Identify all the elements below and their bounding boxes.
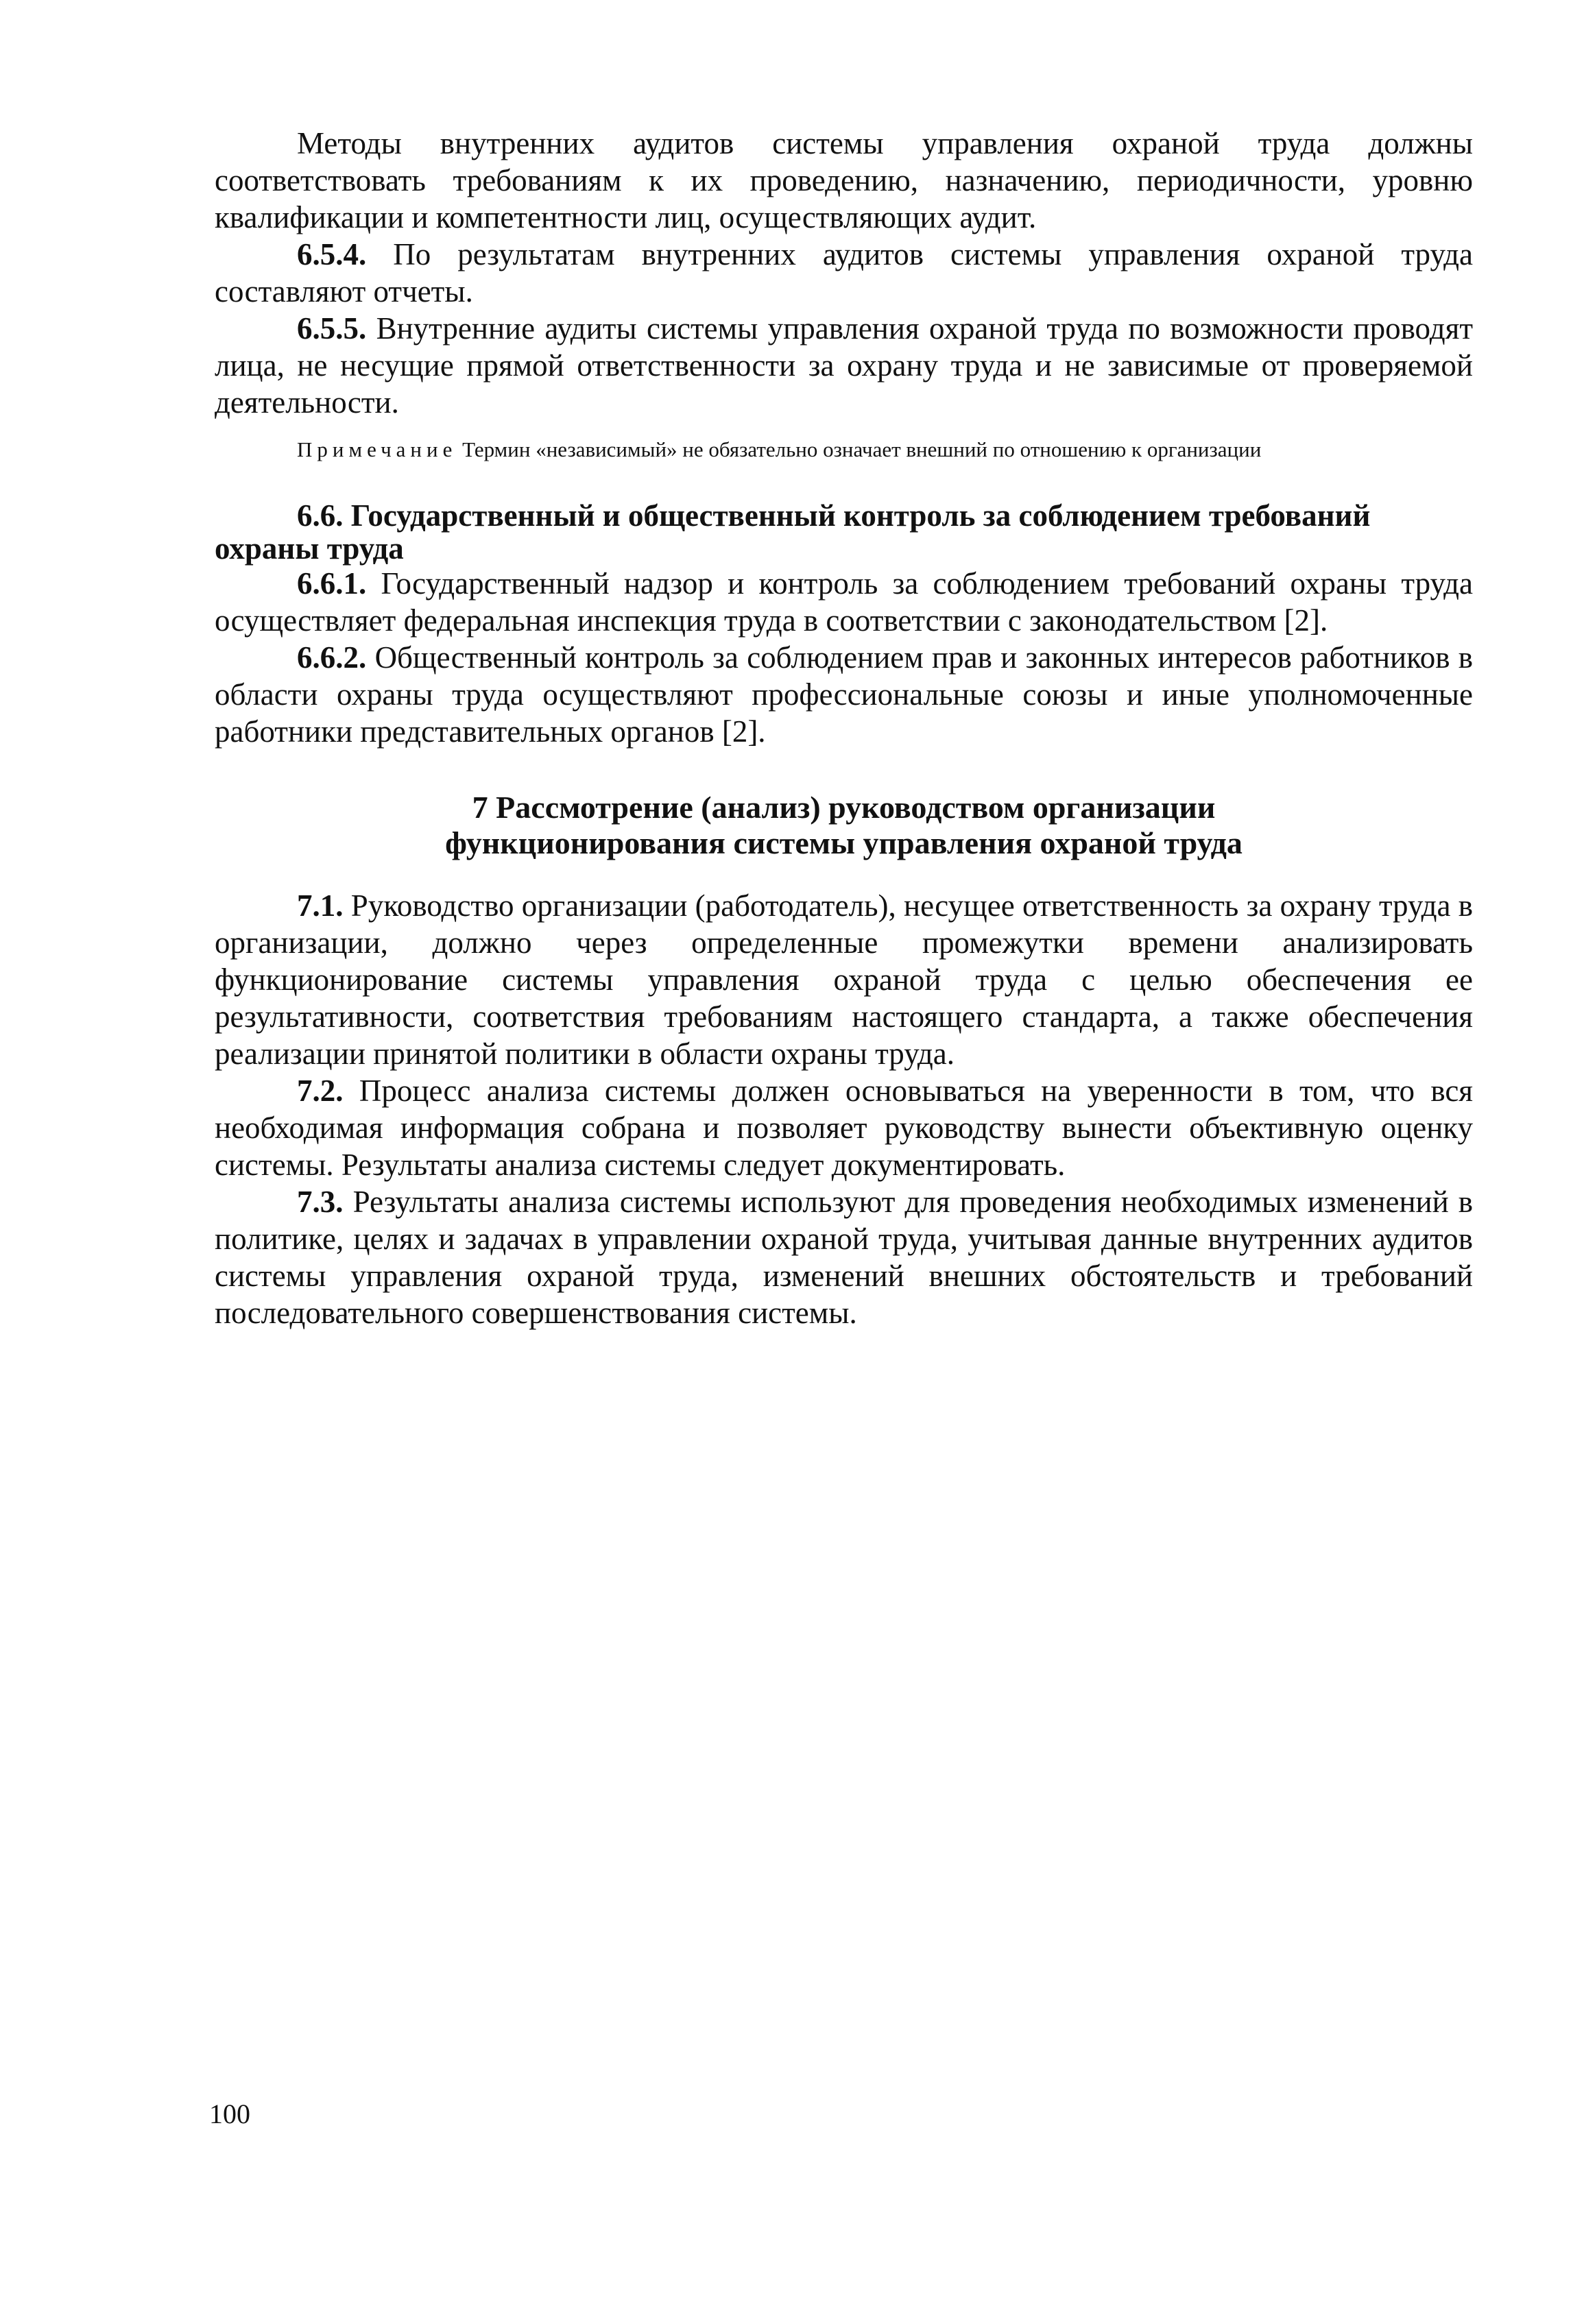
section-heading-line2: функционирования системы управления охраной труда	[445, 825, 1243, 860]
paragraph-6-5-4	[215, 236, 1473, 310]
note-text: Термин «независимый» не обязательно означает внешний по отношению к организации	[462, 437, 1262, 461]
paragraph-text: Руководство организации (работодатель), несущее ответственность за охрану труда в организации, должно через определенные промежутки времени анализировать функционирование системы управления охраной труда с целью обеспечения ее результативности, соответствия требованиям настоящего стандарта, а также обеспечения реализации принятой политики в области охраны труда.	[215, 888, 1474, 1071]
clause-number: 7.2.	[297, 1074, 344, 1108]
paragraph-6-6-1	[215, 565, 1473, 639]
paragraph-text: Результаты анализа системы используют для проведения необходимых изменений в политике, целях и задачах в управлении охраной труда, учитывая данные внутренних аудитов системы управления охраной труда, изменений внешних обстоятельств и требований последовательного совершенствования системы.	[215, 1185, 1473, 1330]
document-page	[215, 125, 1473, 1331]
paragraph-7-1	[215, 887, 1473, 1072]
note-label: Примечание	[297, 437, 457, 461]
clause-number: 7.3.	[297, 1185, 344, 1219]
section-heading-line1: 7 Рассмотрение (анализ) руководством организации	[472, 790, 1216, 825]
clause-number: 6.5.4.	[297, 237, 367, 271]
paragraph-6-6-2	[215, 639, 1473, 750]
subsection-heading-6-6: 6.6. Государственный и общественный контроль за соблюдением требований охраны труда	[215, 498, 1371, 566]
paragraph-text: Общественный контроль за соблюдением прав и законных интересов работников в области охраны труда осуществляют профессиональные союзы и иные уполномоченные работники представительных органов [2].	[215, 640, 1473, 749]
note	[215, 436, 1473, 463]
clause-number: 6.5.5.	[297, 311, 367, 346]
paragraph-6-5-5	[215, 310, 1473, 421]
page-number: 100	[209, 2098, 250, 2129]
clause-number: 6.6.2.	[297, 640, 367, 675]
clause-number: 6.6.1.	[297, 566, 367, 601]
paragraph-text: Методы внутренних аудитов системы управления охраной труда должны соответствовать требованиям к их проведению, назначению, периодичности, уровню квалификации и компетентности лиц, осуществляющих аудит.	[215, 126, 1473, 234]
paragraph-text: Внутренние аудиты системы управления охраной труда по возможности проводят лица, не несущие прямой ответственности за охрану труда и не зависимые от проверяемой деятельности.	[215, 311, 1473, 420]
paragraph-text: Процесс анализа системы должен основываться на уверенности в том, что вся необходимая информация собрана и позволяет руководству вынести объективную оценку системы. Результаты анализа системы следует документировать.	[215, 1074, 1473, 1182]
paragraph-audit-methods	[215, 125, 1473, 236]
paragraph-7-3	[215, 1183, 1473, 1331]
paragraph-7-2	[215, 1072, 1473, 1183]
paragraph-text: По результатам внутренних аудитов системы управления охраной труда составляют отчеты.	[215, 237, 1474, 308]
section-heading-7	[215, 790, 1473, 861]
clause-number: 7.1.	[297, 888, 344, 923]
paragraph-text: Государственный надзор и контроль за соблюдением требований охраны труда осуществляет федеральная инспекция труда в соответствии с законодательством [2].	[215, 566, 1474, 638]
